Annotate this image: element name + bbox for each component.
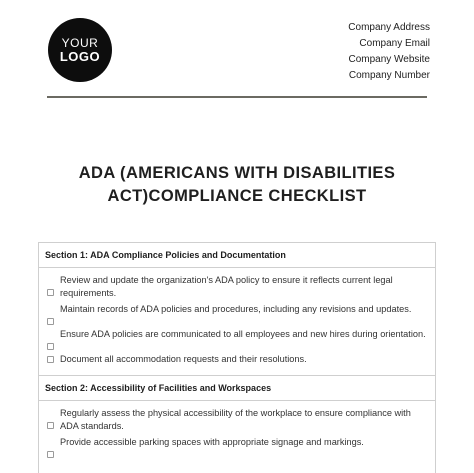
checklist-item-text: Ensure ADA policies are communicated to all employees and new hires during orientation. [60, 329, 426, 339]
checklist-item-text: Review and update the organization's ADA policy to ensure it reflects current legal requirements. [60, 275, 393, 298]
section-2-items [39, 401, 435, 467]
title-line-1: ADA (AMERICANS WITH DISABILITIES [78, 164, 396, 182]
company-logo [48, 18, 112, 82]
checklist-item-text: Regularly assess the physical accessibility of the workplace to ensure compliance with ADA standards. [60, 408, 411, 431]
checkbox[interactable] [47, 318, 54, 325]
checklist-item [39, 353, 435, 366]
checklist-item [39, 407, 435, 433]
checkbox[interactable] [47, 451, 54, 458]
section-2-heading: Section 2: Accessibility of Facilities and Workspaces [39, 375, 435, 401]
company-email: Company Email [359, 38, 430, 49]
checklist-item-text: Maintain records of ADA policies and procedures, including any revisions and updates. [60, 304, 412, 314]
checklist-item [39, 274, 435, 300]
company-website: Company Website [348, 54, 430, 65]
header-divider [47, 96, 427, 98]
checklist-item [39, 303, 435, 325]
title-line-2: ACT)COMPLIANCE CHECKLIST [107, 187, 367, 205]
checkbox[interactable] [47, 289, 54, 296]
checklist-item-text: Document all accommodation requests and their resolutions. [60, 354, 307, 364]
section-1-items [39, 268, 435, 375]
company-number: Company Number [348, 70, 430, 81]
checklist-table [38, 242, 436, 473]
checklist-item-text: Provide accessible parking spaces with appropriate signage and markings. [60, 437, 364, 447]
company-address: Company Address [348, 22, 430, 33]
checkbox[interactable] [47, 343, 54, 350]
company-info [348, 20, 430, 84]
checklist-item [39, 328, 435, 350]
document-title [20, 162, 454, 208]
logo-line-2: LOGO [59, 49, 101, 64]
checkbox[interactable] [47, 356, 54, 363]
logo-line-1: YOUR [61, 36, 99, 50]
checklist-item [39, 436, 435, 458]
section-1-heading: Section 1: ADA Compliance Policies and Documentation [39, 243, 435, 268]
checkbox[interactable] [47, 422, 54, 429]
